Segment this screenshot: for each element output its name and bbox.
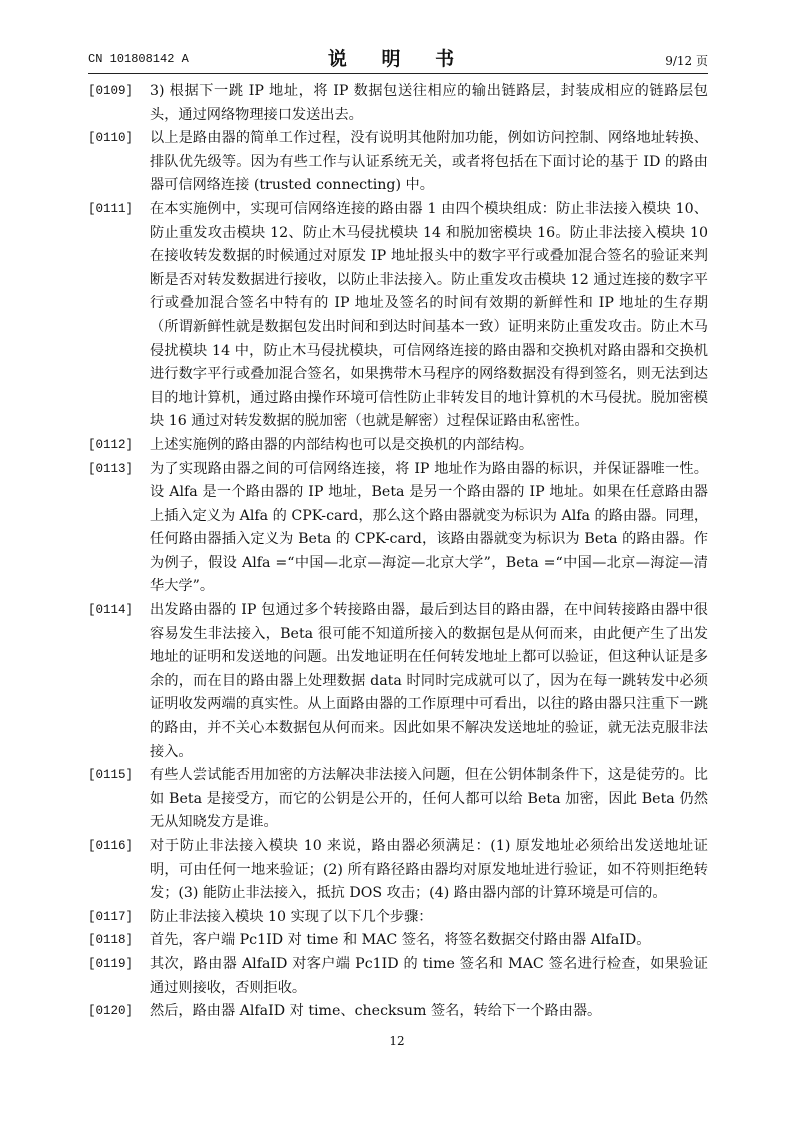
page-number: 12 bbox=[389, 1034, 405, 1048]
paragraph-text: 防止非法接入模块 10 实现了以下几个步骤： bbox=[150, 908, 433, 925]
paragraph-0119 bbox=[88, 953, 708, 1000]
paragraph-number: [0110] bbox=[88, 131, 134, 146]
paragraph-number: [0114] bbox=[88, 603, 134, 618]
paragraph-number: [0116] bbox=[88, 839, 134, 853]
paragraph-text: 以上是路由器的简单工作过程，没有说明其他附加功能，例如访问控制、网络地址转换、排队优先级等。因为有些工作与认证系统无关，或者将包括在下面讨论的基于 ID 的路由器可信网络连接 (trusted connecting) 中。 bbox=[150, 130, 708, 194]
paragraph-text: 出发路由器的 IP 包通过多个转接路由器，最后到达目的路由器，在中间转接路由器中很容易发生非法接入，Beta 很可能不知道所接入的数据包是从何而来，由此便产生了出发地址的证明和发送地的问题。出发地证明在任何转发地址上都可以验证，但这种认证是多余的，而在目的路由器上处理数据 data 时同时完成就可以了，因为在每一跳转发中必须证明收发两端的真实性。从上面路由器的工作原理中可看出，以往的路由器只注重下一跳的路由，并不关心本数据包从何而来。因此如果不解决发送地址的验证，就无法克服非法接入。 bbox=[150, 602, 708, 760]
paragraph-0118 bbox=[88, 929, 708, 953]
paragraph-text: 3) 根据下一跳 IP 地址，将 IP 数据包送往相应的输出链路层，封装成相应的链路层包头，通过网络物理接口发送出去。 bbox=[150, 83, 708, 123]
paragraph-0116 bbox=[88, 835, 708, 906]
page-header bbox=[88, 44, 708, 70]
paragraph-text: 上述实施例的路由器的内部结构也可以是交换机的内部结构。 bbox=[150, 436, 534, 453]
paragraph-0112 bbox=[88, 434, 708, 458]
paragraph-0115 bbox=[88, 764, 708, 835]
paragraph-text: 在本实施例中，实现可信网络连接的路由器 1 由四个模块组成：防止非法接入模块 10、防止重发攻击模块 12、防止木马侵扰模块 14 和脱加密模块 16。防止非法接入模块 10 在接收转发数据的时候通过对原发 IP 地址报头中的数字平行或叠加混合签名的验证来判断是否对转发数据进行接收，以防止非法接入。防止重发攻击模块 12 通过连接的数字平行或叠加混合签名中特有的 IP 地址及签名的时间有效期的新鲜性和 IP 地址的生存期（所谓新鲜性就是数据包发出时间和到达时间基本一致）证明来防止重发攻击。防止木马侵扰模块 14 中，防止木马侵扰模块，可信网络连接的路由器和交换机对路由器和交换机进行数字平行或叠加混合签名，如果携带木马程序的网络数据没有得到签名，则无法到达目的地计算机，通过路由操作环境可信性防止非转发目的地计算机的木马侵扰。脱加密模块 16 通过对转发数据的脱加密（也就是解密）过程保证路由私密性。 bbox=[150, 200, 708, 430]
document-title: 说 明 书 bbox=[327, 48, 469, 70]
paragraph-text: 首先，客户端 Pc1ID 对 time 和 MAC 签名，将签名数据交付路由器 AlfaID。 bbox=[150, 932, 651, 949]
header-divider bbox=[88, 73, 708, 74]
patent-number: CN 101808142 A bbox=[88, 52, 189, 66]
document-body bbox=[88, 80, 708, 1024]
paragraph-number: [0111] bbox=[88, 201, 134, 216]
paragraph-text: 然后，路由器 AlfaID 对 time、checksum 签名，转给下一个路由器。 bbox=[150, 1003, 602, 1020]
paragraph-number: [0113] bbox=[88, 461, 134, 476]
paragraph-0111 bbox=[88, 198, 708, 434]
paragraph-text: 为了实现路由器之间的可信网络连接，将 IP 地址作为路由器的标识，并保证器唯一性。设 Alfa 是一个路由器的 IP 地址，Beta 是另一个路由器的 IP 地址。如果在任意路由器上插入定义为 Alfa 的 CPK-card，那么这个路由器就变为标识为 Alfa 的路由器。同理，任何路由器插入定义为 Beta 的 CPK-card，该路由器就变为标识为 Beta 的路由器。作为例子，假设 Alfa =“中国—北京—海淀—北京大学”，Beta =“中国—北京—海淀—清华大学”。 bbox=[150, 460, 709, 595]
paragraph-0109 bbox=[88, 80, 708, 127]
page-info: 9/12 页 bbox=[665, 54, 708, 68]
paragraph-number: [0120] bbox=[88, 1004, 134, 1019]
paragraph-number: [0112] bbox=[88, 437, 134, 452]
paragraph-text: 其次，路由器 AlfaID 对客户端 Pc1ID 的 time 签名和 MAC 签名进行检查，如果验证通过则接收，否则拒收。 bbox=[150, 955, 708, 996]
paragraph-0113 bbox=[88, 458, 708, 600]
paragraph-text: 有些人尝试能否用加密的方法解决非法接入问题，但在公钥体制条件下，这是徒劳的。比如 Beta 是接受方，而它的公钥是公开的，任何人都可以给 Beta 加密，因此 Beta 仍然无从知晓发方是谁。 bbox=[150, 767, 708, 831]
paragraph-0110 bbox=[88, 127, 708, 198]
paragraph-0117 bbox=[88, 906, 708, 930]
paragraph-number: [0118] bbox=[88, 933, 134, 948]
paragraph-0120 bbox=[88, 1000, 708, 1024]
paragraph-text: 对于防止非法接入模块 10 来说，路由器必须满足：(1) 原发地址必须给出发送地址证明，可由任何一地来验证；(2) 所有路径路由器均对原发地址进行验证，如不符则拒绝转发；(3) 能防止非法接入，抵抗 DOS 攻击；(4) 路由器内部的计算环境是可信的。 bbox=[150, 838, 708, 902]
paragraph-number: [0117] bbox=[88, 909, 134, 924]
paragraph-0114 bbox=[88, 599, 708, 764]
paragraph-number: [0109] bbox=[88, 84, 134, 98]
paragraph-number: [0119] bbox=[88, 956, 134, 971]
paragraph-number: [0115] bbox=[88, 768, 134, 783]
